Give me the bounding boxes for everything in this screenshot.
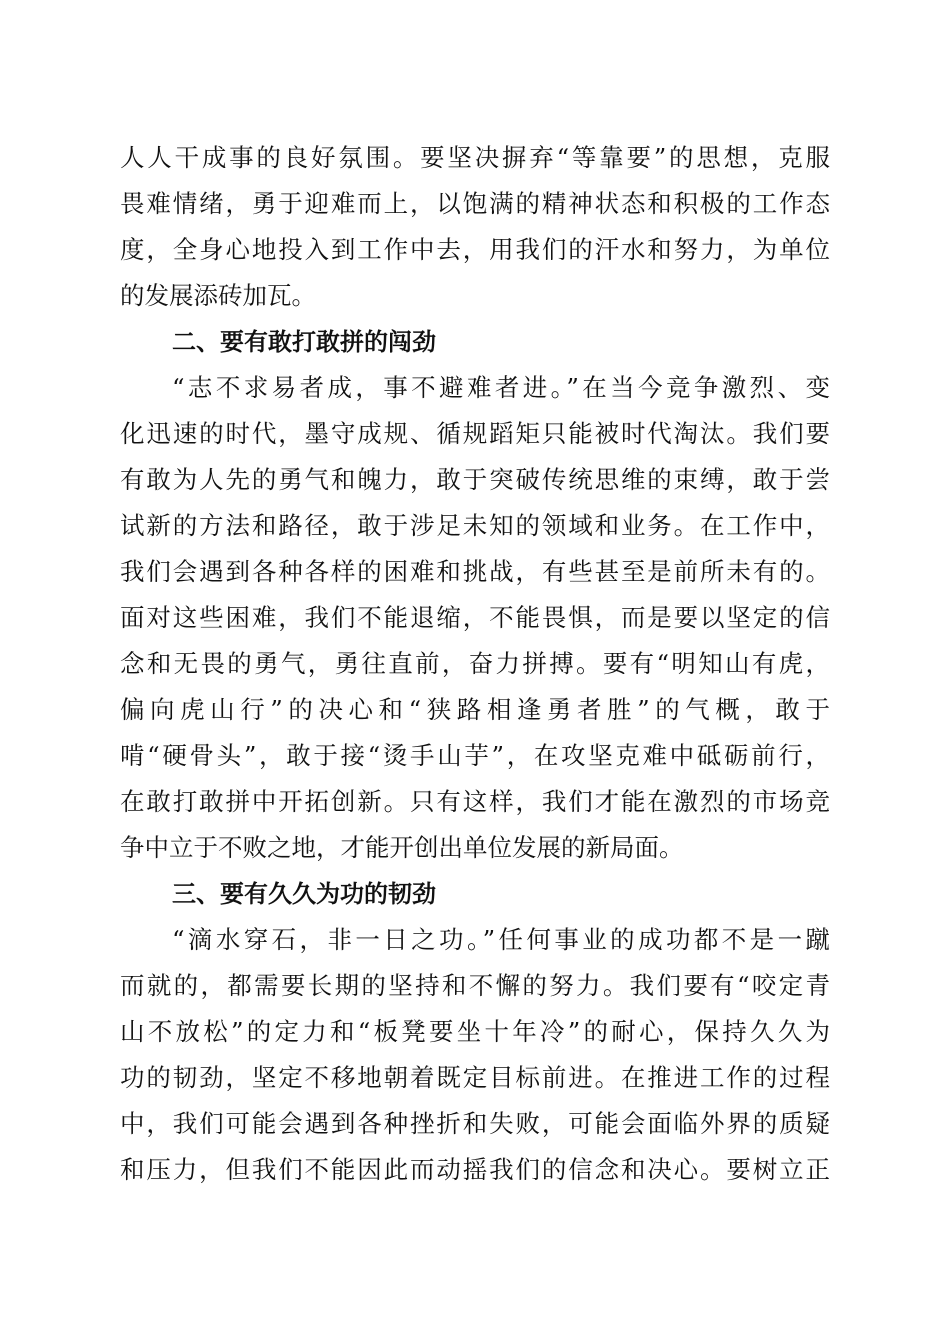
text-line: 念和无畏的勇气，勇往直前，奋力拼搏。要有“明知山有虎， [120, 649, 830, 678]
text-line: 偏向虎山行”的决心和“狭路相逢勇者胜”的气概，敢于 [120, 695, 830, 724]
text-line: 中，我们可能会遇到各种挫折和失败，可能会面临外界的质疑 [120, 1109, 830, 1138]
text-line: “志不求易者成，事不避难者进。”在当今竞争激烈、变 [172, 373, 830, 402]
text-line: “滴水穿石，非一日之功。”任何事业的成功都不是一蹴 [172, 925, 830, 954]
text-line: 功的韧劲，坚定不移地朝着既定目标前进。在推进工作的过程 [120, 1063, 830, 1092]
text-line: 山不放松”的定力和“板凳要坐十年冷”的耐心，保持久久为 [120, 1017, 830, 1046]
text-line: 面对这些困难，我们不能退缩，不能畏惧，而是要以坚定的信 [120, 603, 830, 632]
text-line: 和压力，但我们不能因此而动摇我们的信念和决心。要树立正 [120, 1155, 830, 1184]
text-line: 争中立于不败之地，才能开创出单位发展的新局面。 [120, 833, 684, 862]
text-line: 化迅速的时代，墨守成规、循规蹈矩只能被时代淘汰。我们要 [120, 419, 830, 448]
text-line: 畏难情绪，勇于迎难而上，以饱满的精神状态和积极的工作态 [120, 189, 830, 218]
document-body [120, 135, 830, 1193]
text-line: 有敢为人先的勇气和魄力，敢于突破传统思维的束缚，敢于尝 [120, 465, 830, 494]
text-line: 试新的方法和路径，敢于涉足未知的领域和业务。在工作中， [120, 511, 830, 540]
text-line: 度，全身心地投入到工作中去，用我们的汗水和努力，为单位 [120, 235, 830, 264]
section-heading: 二、要有敢打敢拼的闯劲 [172, 328, 436, 356]
text-line: 我们会遇到各种各样的困难和挑战，有些甚至是前所未有的。 [120, 557, 830, 586]
section-heading: 三、要有久久为功的韧劲 [172, 880, 436, 908]
text-line: 在敢打敢拼中开拓创新。只有这样，我们才能在激烈的市场竞 [120, 787, 830, 816]
text-line: 的发展添砖加瓦。 [120, 281, 316, 310]
text-line: 而就的，都需要长期的坚持和不懈的努力。我们要有“咬定青 [120, 971, 830, 1000]
text-line: 啃“硬骨头”，敢于接“烫手山芋”，在攻坚克难中砥砺前行， [120, 741, 830, 770]
text-line: 人人干成事的良好氛围。要坚决摒弃“等靠要”的思想，克服 [120, 143, 830, 172]
